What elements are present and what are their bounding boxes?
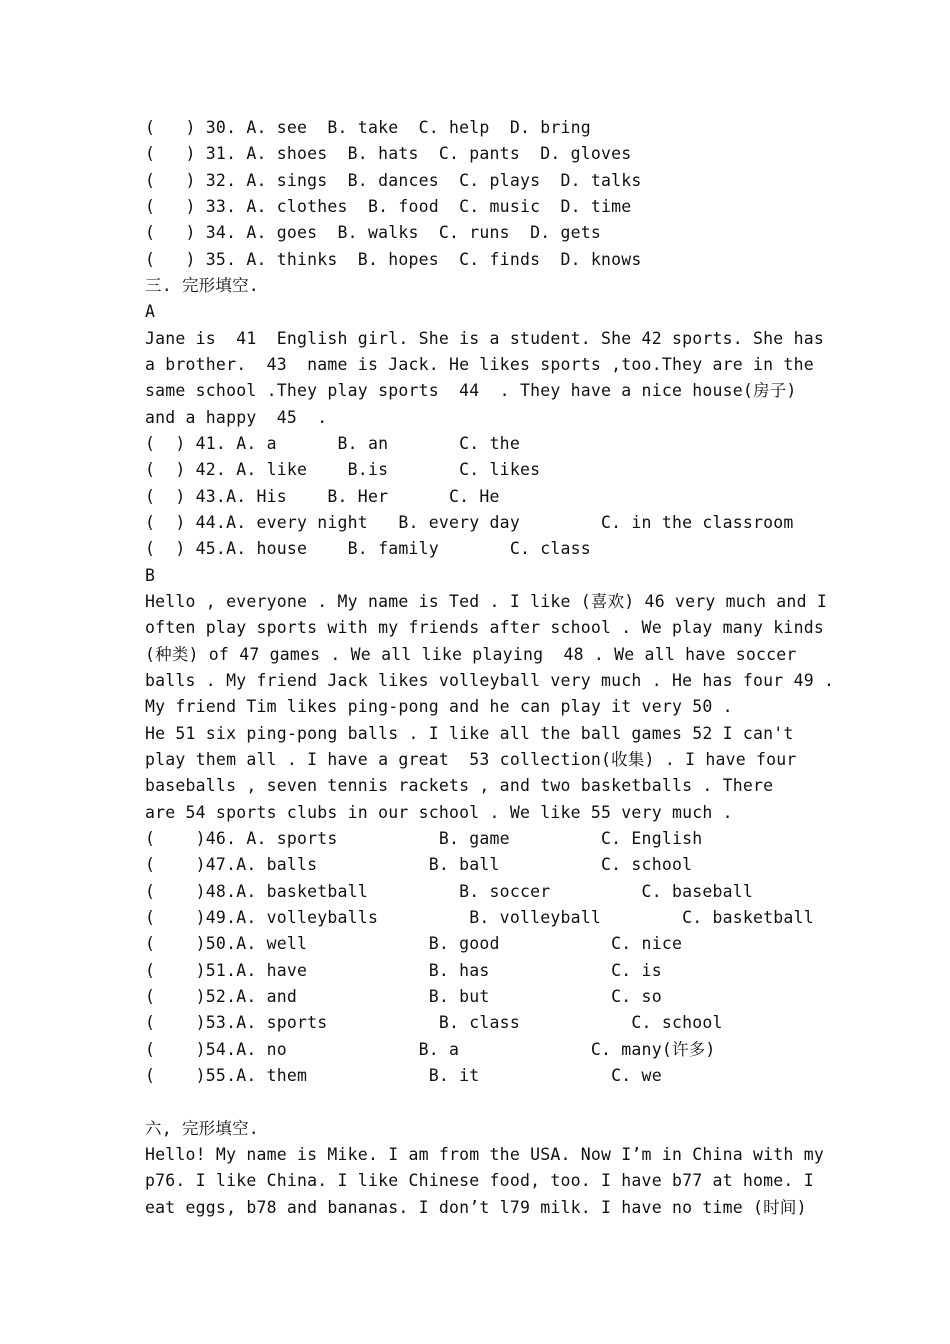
part-a-label: A <box>145 302 156 321</box>
question-48: ( )48.A. basketball B. soccer C. baseball <box>145 882 754 901</box>
question-35: ( ) 35. A. thinks B. hopes C. finds D. knows <box>145 250 642 269</box>
section-six-passage-line: p76. I like China. I like Chinese food, too. I have b77 at home. I <box>145 1171 814 1190</box>
question-34: ( ) 34. A. goes B. walks C. runs D. gets <box>145 223 602 242</box>
question-30: ( ) 30. A. see B. take C. help D. bring <box>145 118 591 137</box>
part-a-passage-line: Jane is 41 English girl. She is a student. She 42 sports. She has <box>145 329 824 348</box>
part-b-passage-line: Hello , everyone . My name is Ted . I like (喜欢) 46 very much and I <box>145 592 827 611</box>
question-53: ( )53.A. sports B. class C. school <box>145 1013 723 1032</box>
part-b-passage-line: play them all . I have a great 53 collection(收集) . I have four <box>145 750 797 769</box>
question-46: ( )46. A. sports B. game C. English <box>145 829 703 848</box>
section-six-heading: 六, 完形填空. <box>145 1119 259 1138</box>
part-b-passage-line: (种类) of 47 games . We all like playing 48 . We all have soccer <box>145 645 797 664</box>
question-51: ( )51.A. have B. has C. is <box>145 961 662 980</box>
section-six-passage-line: eat eggs, b78 and bananas. I don’t l79 milk. I have no time (时间) <box>145 1198 807 1217</box>
part-b-label: B <box>145 566 156 585</box>
part-b-passage-line: My friend Tim likes ping-pong and he can play it very 50 . <box>145 697 733 716</box>
question-50: ( )50.A. well B. good C. nice <box>145 934 683 953</box>
question-52: ( )52.A. and B. but C. so <box>145 987 662 1006</box>
part-a-passage-line: and a happy 45 . <box>145 408 328 427</box>
section-three-heading: 三. 完形填空. <box>145 276 259 295</box>
question-45: ( ) 45.A. house B. family C. class <box>145 539 591 558</box>
question-49: ( )49.A. volleyballs B. volleyball C. basketball <box>145 908 814 927</box>
part-a-passage-line: same school .They play sports 44 . They have a nice house(房子) <box>145 381 797 400</box>
part-b-passage-line: baseballs , seven tennis rackets , and two basketballs . There <box>145 776 774 795</box>
part-b-passage-line: often play sports with my friends after school . We play many kinds <box>145 618 824 637</box>
question-43: ( ) 43.A. His B. Her C. He <box>145 487 500 506</box>
question-32: ( ) 32. A. sings B. dances C. plays D. talks <box>145 171 642 190</box>
part-b-passage-line: He 51 six ping-pong balls . I like all the ball games 52 I can't <box>145 724 794 743</box>
question-31: ( ) 31. A. shoes B. hats C. pants D. gloves <box>145 144 632 163</box>
question-42: ( ) 42. A. like B.is C. likes <box>145 460 541 479</box>
question-55: ( )55.A. them B. it C. we <box>145 1066 662 1085</box>
part-a-passage-line: a brother. 43 name is Jack. He likes sports ,too.They are in the <box>145 355 814 374</box>
question-54: ( )54.A. no B. a C. many(许多) <box>145 1040 716 1059</box>
part-b-passage-line: balls . My friend Jack likes volleyball very much . He has four 49 . <box>145 671 835 690</box>
question-33: ( ) 33. A. clothes B. food C. music D. time <box>145 197 632 216</box>
section-six-passage-line: Hello! My name is Mike. I am from the USA. Now I’m in China with my <box>145 1145 824 1164</box>
question-41: ( ) 41. A. a B. an C. the <box>145 434 520 453</box>
part-b-passage-line: are 54 sports clubs in our school . We like 55 very much . <box>145 803 733 822</box>
question-44: ( ) 44.A. every night B. every day C. in the classroom <box>145 513 794 532</box>
question-47: ( )47.A. balls B. ball C. school <box>145 855 693 874</box>
